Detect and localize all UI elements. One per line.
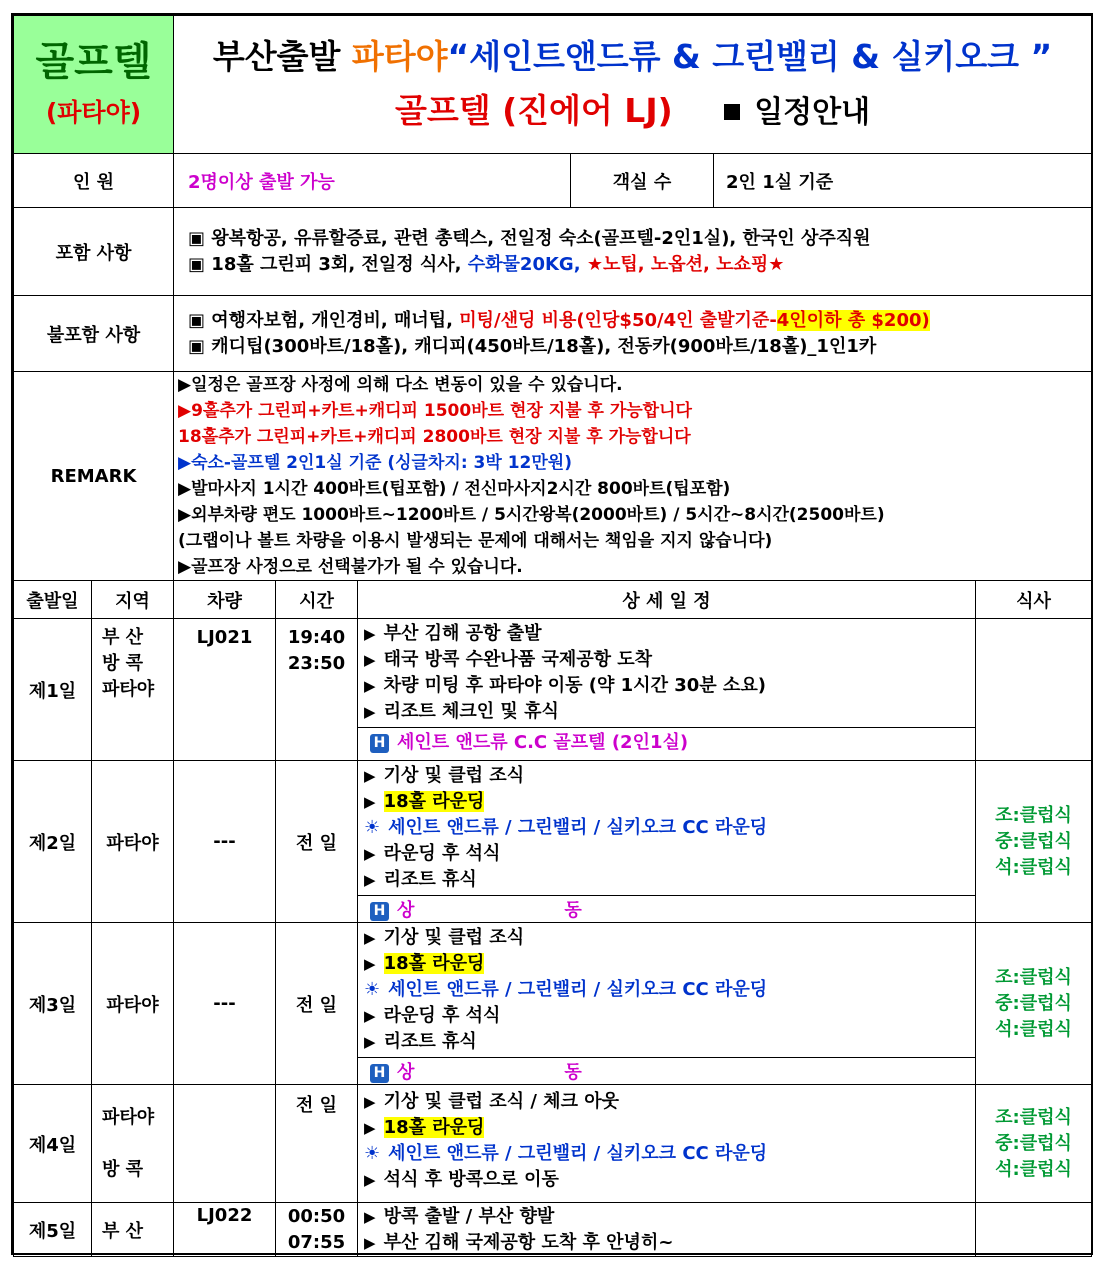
title-golftel: 골프텔 (진에어 LJ) [394,90,673,130]
triangle-icon: ▶ [364,845,376,863]
list-item [358,1089,975,1115]
triangle-icon: ▶ [364,1033,376,1051]
list-item [358,647,975,673]
day-3-row [14,923,1092,1085]
schedule-text: 차량 미팅 후 파타야 이동 (약 1시간 30분 소요) [383,675,766,696]
triangle-icon: ▶ [364,1119,376,1137]
list-item [358,977,975,1003]
included-line-1: ▣ 왕복항공, 유류할증료, 관련 총텍스, 전일정 숙소(골프텔-2인1실), 한국인 상주직원 [188,227,871,249]
remark-line-7: (그랩이나 볼트 차량을 이용시 발생되는 문제에 대해서는 책임을 지지 않습니다) [178,531,773,551]
triangle-icon: ▶ [364,793,376,811]
meal-lunch: 중:클럽식 [995,1132,1072,1154]
day-5-label: 제5일 [14,1203,92,1257]
remark-line-6: ▶외부차량 편도 1000바트~1200바트 / 5시간왕복(2000바트) / 5시간~8시간(2500바트) [178,505,885,525]
day-5-row [14,1203,1092,1257]
day-1-label: 제1일 [14,619,92,761]
list-item [358,841,975,867]
day-5-region: 부 산 [92,1203,174,1257]
schedule-text: 부산 김해 국제공항 도착 후 안녕히~ [383,1231,674,1253]
day-5-vehicle: LJ022 [174,1203,276,1257]
meal-dinner: 석:클럽식 [995,856,1072,878]
included-baggage: 수화물20KG, [467,253,587,275]
meal-dinner: 석:클럽식 [995,1158,1072,1180]
sun-icon: ☀ [364,1143,381,1164]
hotel-row [358,1057,975,1082]
col-time: 시간 [276,581,358,619]
day-1-vehicle: LJ021 [174,619,276,761]
day-5-detail [358,1203,976,1257]
title-schedule-label: 일정안내 [754,94,871,130]
schedule-text: 태국 방콕 수완나품 국제공항 도착 [383,649,653,670]
day-1-time [276,619,358,761]
list-item [358,925,975,951]
triangle-icon: ▶ [364,929,376,947]
list-item [358,867,975,893]
sun-icon: ☀ [364,979,381,1000]
excluded-total-fee: 4인이하 총 $200) [776,309,930,331]
hotel-same-b: 동 [564,1062,582,1083]
day-2-vehicle: --- [174,761,276,923]
day-4-region [92,1085,174,1203]
region-pattaya: 파타야 [102,679,155,700]
region-bangkok: 방 콕 [102,653,144,674]
list-item [358,673,975,699]
list-item [358,1003,975,1029]
list-item [358,1204,975,1230]
day-3-vehicle: --- [174,923,276,1085]
day-3-time: 전 일 [276,923,358,1085]
day-5-meal [976,1203,1092,1257]
included-no-tip: ★노팁, 노옵션, 노쇼핑★ [586,253,785,275]
meal-dinner: 석:클럽식 [995,1018,1072,1040]
title-cell [174,16,1092,154]
schedule-text: 방콕 출발 / 부산 향발 [383,1205,555,1227]
region-busan: 부 산 [102,627,144,648]
day-4-vehicle [174,1085,276,1203]
brand-subtitle: (파타야) [45,97,142,127]
title-line-1 [174,34,1091,80]
list-item [358,621,975,647]
people-label: 인 원 [14,154,174,208]
remark-line-1: ▶일정은 골프장 사정에 의해 다소 변동이 있을 수 있습니다. [178,375,623,395]
hotel-icon: H [370,902,389,921]
hotel-row [358,895,975,920]
col-region: 지역 [92,581,174,619]
remark-line-8: ▶골프장 사정으로 선택불가가 될 수 있습니다. [178,557,523,577]
meal-lunch: 중:클럽식 [995,830,1072,852]
brand-cell [14,16,174,154]
time-arrive: 23:50 [287,653,346,674]
list-item [358,789,975,815]
list-item [358,1029,975,1055]
triangle-icon: ▶ [364,1093,376,1111]
excluded-meeting-fee: 미팅/샌딩 비용(인당$50/4인 출발기준- [459,309,777,331]
remark-label: REMARK [14,372,174,581]
excluded-label: 불포함 사항 [14,296,174,372]
square-bullet-icon [724,104,740,120]
schedule-text: 기상 및 클럽 조식 [383,765,525,786]
title-courses: “세인트앤드류 & 그린밸리 & 실키오크 ” [447,36,1053,76]
schedule-text: 부산 김해 공항 출발 [383,623,542,644]
remark-line-5: ▶발마사지 1시간 400바트(팁포함) / 전신마사지2시간 800바트(팁포함) [178,479,731,499]
meal-breakfast: 조:클럽식 [995,966,1072,988]
meal-breakfast: 조:클럽식 [995,1106,1072,1128]
schedule-text: 18홀 라운딩 [383,953,485,974]
triangle-icon: ▶ [364,767,376,785]
remark-content [174,372,1092,581]
hotel-name: 세인트 앤드류 C.C 골프텔 (2인1실) [397,732,689,753]
triangle-icon: ▶ [364,651,376,669]
triangle-icon: ▶ [364,955,376,973]
included-content [174,208,1092,296]
hotel-same-b: 동 [564,900,582,921]
hotel-icon: H [370,734,389,753]
people-row [14,154,1092,208]
list-item [358,699,975,725]
schedule-text: 리조트 휴식 [383,1031,477,1052]
day-4-row [14,1085,1092,1203]
hotel-row [358,727,975,758]
schedule-text: 리조트 체크인 및 휴식 [383,701,559,722]
day-2-meal [976,761,1092,923]
excluded-text: ▣ 여행자보험, 개인경비, 매너팁, [188,309,460,331]
excluded-line-2: ▣ 캐디팁(300바트/18홀), 캐디피(450바트/18홀), 전동카(900바트/18홀)_1인1카 [188,335,877,357]
excluded-row [14,296,1092,372]
time-arrive: 07:55 [287,1231,346,1253]
schedule-text: 리조트 휴식 [383,869,477,890]
hotel-same-a: 상 [397,900,415,921]
list-item [358,1141,975,1167]
meal-breakfast: 조:클럽식 [995,804,1072,826]
col-meal: 식사 [976,581,1092,619]
brand-title: 골프텔 [35,38,152,85]
day-2-label: 제2일 [14,761,92,923]
included-row [14,208,1092,296]
excluded-content [174,296,1092,372]
day-2-region: 파타야 [92,761,174,923]
remark-line-4: ▶숙소-골프텔 2인1실 기준 (싱글차지: 3박 12만원) [178,453,572,473]
itinerary-sheet [11,13,1093,1255]
col-detail: 상 세 일 정 [358,581,976,619]
day-1-row [14,619,1092,761]
schedule-text: 라운딩 후 석식 [383,843,501,864]
list-item [358,1230,975,1256]
day-4-time: 전 일 [276,1085,358,1203]
time-depart: 19:40 [287,627,346,648]
remark-row [14,372,1092,581]
schedule-text: 18홀 라운딩 [383,791,485,812]
day-3-meal [976,923,1092,1085]
excluded-line-1 [188,308,1091,334]
title-departure: 부산출발 [212,36,352,76]
day-4-meal [976,1085,1092,1203]
day-3-detail [358,923,976,1085]
hotel-same-a: 상 [397,1062,415,1083]
included-label: 포함 사항 [14,208,174,296]
rooms-label: 객실 수 [571,154,714,208]
day-4-detail [358,1085,976,1203]
col-vehicle: 차량 [174,581,276,619]
day-1-detail [358,619,976,761]
region-pattaya: 파타야 [102,1106,155,1128]
day-2-time: 전 일 [276,761,358,923]
triangle-icon: ▶ [364,1007,376,1025]
schedule-text: 세인트 앤드류 / 그린밸리 / 실키오크 CC 라운딩 [388,817,768,838]
triangle-icon: ▶ [364,703,376,721]
meal-lunch: 중:클럽식 [995,992,1072,1014]
region-bangkok: 방 콕 [102,1158,144,1180]
list-item [358,1167,975,1193]
triangle-icon: ▶ [364,871,376,889]
remark-line-3: 18홀추가 그린피+카트+캐디피 2800바트 현장 지불 후 가능합니다 [178,427,691,447]
title-line-2 [174,88,1091,136]
people-value: 2명이상 출발 가능 [174,154,571,208]
triangle-icon: ▶ [364,1207,376,1226]
list-item [358,1115,975,1141]
day-1-region [92,619,174,761]
time-depart: 00:50 [287,1205,346,1227]
day-3-label: 제3일 [14,923,92,1085]
schedule-text: 기상 및 클럽 조식 [383,927,525,948]
day-2-row [14,761,1092,923]
schedule-text: 라운딩 후 석식 [383,1005,501,1026]
day-4-label: 제4일 [14,1085,92,1203]
included-line-2 [188,252,1091,278]
list-item [358,951,975,977]
schedule-text: 기상 및 클럽 조식 / 체크 아웃 [383,1091,620,1112]
included-text: ▣ 18홀 그린피 3회, 전일정 식사, [188,253,468,275]
schedule-text: 석식 후 방콕으로 이동 [383,1169,559,1190]
day-3-region: 파타야 [92,923,174,1085]
rooms-value: 2인 1실 기준 [714,154,1092,208]
list-item [358,815,975,841]
triangle-icon: ▶ [364,625,376,643]
col-day: 출발일 [14,581,92,619]
sun-icon: ☀ [364,817,381,838]
schedule-header-row [14,581,1092,619]
title-destination: 파타야 [351,36,448,76]
schedule-text: 세인트 앤드류 / 그린밸리 / 실키오크 CC 라운딩 [388,1143,768,1164]
day-1-meal [976,619,1092,761]
day-2-detail [358,761,976,923]
triangle-icon: ▶ [364,1233,376,1252]
triangle-icon: ▶ [364,677,376,695]
schedule-text: 세인트 앤드류 / 그린밸리 / 실키오크 CC 라운딩 [388,979,768,1000]
list-item [358,763,975,789]
header-row [14,16,1092,154]
schedule-text: 18홀 라운딩 [383,1117,485,1138]
hotel-icon: H [370,1064,389,1083]
day-5-time [276,1203,358,1257]
itinerary-table [13,15,1092,1257]
triangle-icon: ▶ [364,1171,376,1189]
remark-line-2: ▶9홀추가 그린피+카트+캐디피 1500바트 현장 지불 후 가능합니다 [178,401,692,421]
